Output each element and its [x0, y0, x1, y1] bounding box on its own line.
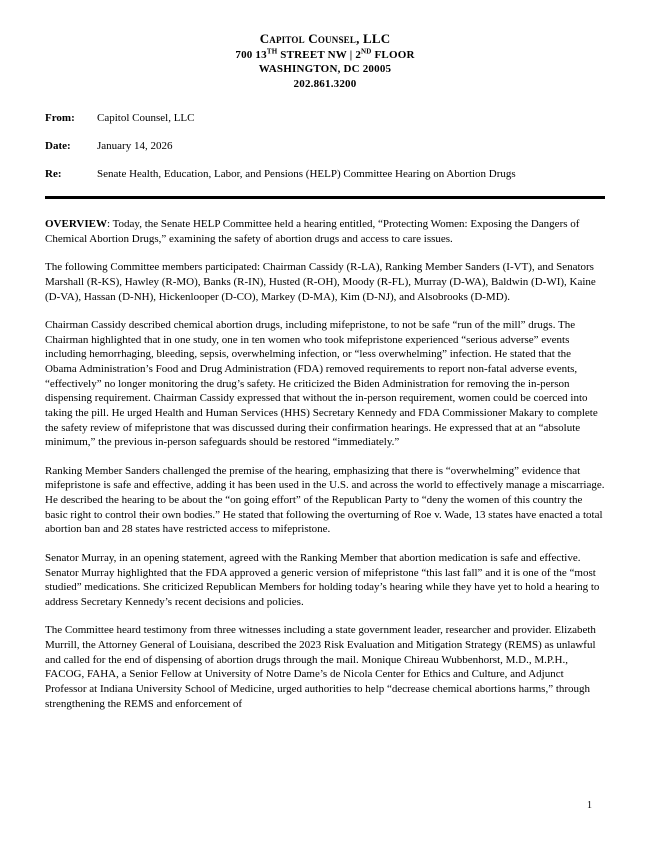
city-line: WASHINGTON, DC 20005: [258, 63, 392, 76]
paragraph-murray: Senator Murray, in an opening statement, agreed with the Ranking Member that abortion medication is safe and effective. Senator Murray highlighted that the FDA approved a generic version of mifepristone “this last fall” and it is one of the “most studied” medications. She criticized Republican Members for holding today’s hearing while they have yet to hold a hearing to address Secretary Kennedy’s recent decisions and policies.: [45, 551, 600, 608]
paragraph-overview: [45, 217, 605, 246]
letterhead: [45, 30, 605, 92]
memo-row-from: [45, 112, 605, 124]
phone-line: 202.861.3200: [293, 78, 357, 91]
paragraph-witnesses: The Committee heard testimony from three witnesses including a state government leader, researcher and provider. Elizabeth Murrill, the Attorney General of Louisiana, described the 2023 Risk Evaluation and Mitigation Strategy (REMS) as unlawful and called for the end of dispensing of abortion drugs through the mail. Monique Chireau Wubbenhorst, M.D., M.P.H., FACOG, FAHA, a Senior Fellow at University of Notre Dame’s de Nicola Center for Ethics and Culture, and Adjunct Professor at Indiana University School of Medicine, urged authorities to help “decrease chemical abortions harms,” through strengthening the REMS and enforcement of: [45, 624, 596, 710]
address-line: 700 13TH STREET NW | 2ND FLOOR: [235, 46, 415, 61]
page-number: 1: [587, 800, 592, 811]
horizontal-rule: [45, 196, 605, 199]
document-body: [45, 217, 605, 711]
memo-value-date: January 14, 2026: [97, 140, 173, 153]
paragraph-cassidy: Chairman Cassidy described chemical abortion drugs, including mifepristone, to not be safe “run of the mill” drugs. The Chairman highlighted that in one study, one in ten women who took mifepristone experienced “serious adverse” events including hemorrhaging, bleeding, sepsis, overwhelming infection, or “less overwhelming” infection. He stated that the Obama Administration’s Food and Drug Administration (FDA) removed requirements to report non-fatal adverse events, “effectively” no longer monitoring the drug’s safety. He criticized the Biden Administration for removing the in-person dispensing requirement. Chairman Cassidy expressed that without the in-person requirement, women could be coerced into taking the pill. He urged Health and Human Services (HHS) Secretary Kennedy and FDA Commissioner Makary to complete the safety review of mifepristone that was discussed during their confirmation hearings. He expressed that at an “absolute minimum,” the previous in-person safeguards should be restored “immediately.”: [45, 319, 598, 449]
memo-row-re: [45, 168, 605, 180]
memo-label-date: Date:: [45, 140, 71, 153]
company-name: Capitol Counsel, LLC: [259, 31, 391, 46]
ordinal-superscript: ND: [361, 46, 372, 55]
memo-value-from: Capitol Counsel, LLC: [97, 112, 195, 125]
memo-row-date: [45, 140, 605, 152]
ordinal-superscript: TH: [266, 46, 278, 55]
overview-label: OVERVIEW: [45, 218, 107, 231]
memo-label-re: Re:: [45, 168, 62, 181]
memo-fields: [45, 112, 605, 199]
paragraph-members: The following Committee members participated: Chairman Cassidy (R-LA), Ranking Member Sanders (I-VT), and Senators Marshall (R-KS), Hawley (R-MO), Banks (R-IN), Husted (R-OH), Moody (R-FL), Murray (D-WA), Baldwin (D-WI), Kaine (D-VA), Hassan (D-NH), Hickenlooper (D-CO), Markey (D-MA), Kim (D-NJ), and Alsobrooks (D-MD).: [45, 261, 596, 303]
memo-label-from: From:: [45, 112, 75, 125]
paragraph-sanders: Ranking Member Sanders challenged the premise of the hearing, emphasizing that there is “overwhelming” evidence that mifepristone is safe and effective, adding it has been used in the U.S. and across the world to effectively manage a miscarriage. He described the hearing to be about the “on going effort” of the Republican Party to “deny the women of this country the basic right to control their own bodies.” He stated that following the overturning of Roe v. Wade, 13 states have enacted a total abortion ban and 28 states have restricted access to mifepristone.: [45, 464, 605, 536]
overview-text: : Today, the Senate HELP Committee held a hearing entitled, “Protecting Women: Exposing the Dangers of Chemical Abortion Drugs,” examining the safety of abortion drugs and access to care issues.: [45, 218, 580, 245]
memo-value-re: Senate Health, Education, Labor, and Pensions (HELP) Committee Hearing on Abortion Drugs: [97, 168, 516, 181]
